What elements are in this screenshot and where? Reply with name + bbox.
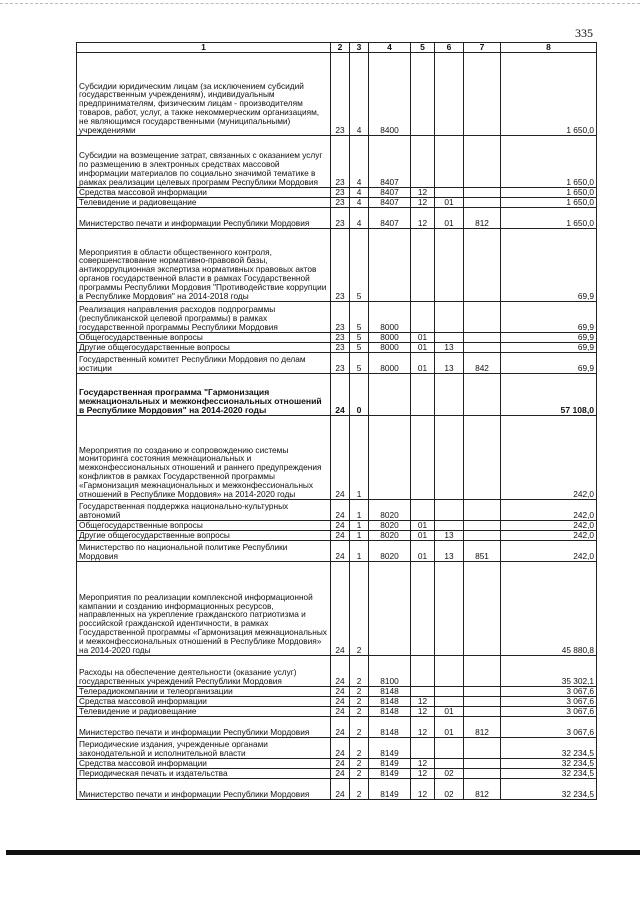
row-value-cell: 812 [464,208,501,229]
row-value-cell: 8020 [369,541,411,562]
row-value-cell: 8148 [369,697,411,707]
header-cell: 8 [501,43,597,53]
row-value-cell [464,707,501,717]
row-value-cell [464,687,501,697]
row-value-cell [411,738,435,759]
row-value-cell: 02 [435,769,464,779]
row-value-cell [411,53,435,136]
row-name-cell: Расходы на обеспечение деятельности (оказание услуг) государственных учреждений Республики Мордовия [77,656,331,687]
row-value-cell [435,374,464,416]
row-value-cell: 13 [435,541,464,562]
row-name-cell: Периодическая печать и издательства [77,769,331,779]
row-value-cell: 24 [331,562,350,656]
row-name-cell: Мероприятия по реализации комплексной информационной кампании и созданию информационных ресурсов, направленных на укрепление гражданского патриотизма и российской гражданской идентичности, в рамках Государственной программы «Гармонизация межнациональных и межконфессиональных отношений в Республике Мордовия» на 2014-2020 годы [77,562,331,656]
table-row [77,416,597,500]
row-value-cell [435,697,464,707]
row-value-cell [464,759,501,769]
row-value-cell: 23 [331,136,350,188]
row-value-cell [464,374,501,416]
row-value-cell: 2 [350,687,369,697]
row-value-cell: 8149 [369,779,411,800]
row-value-cell: 24 [331,500,350,521]
row-value-cell [411,562,435,656]
row-value-cell: 24 [331,697,350,707]
row-value-cell: 57 108,0 [501,374,597,416]
row-value-cell: 24 [331,759,350,769]
row-value-cell [464,136,501,188]
row-value-cell: 01 [411,333,435,343]
row-value-cell: 01 [411,343,435,353]
row-name-cell: Другие общегосударственные вопросы [77,531,331,541]
header-cell: 2 [331,43,350,53]
row-value-cell: 24 [331,531,350,541]
row-value-cell: 12 [411,208,435,229]
row-value-cell [411,302,435,333]
row-value-cell [435,302,464,333]
row-name-cell: Периодические издания, учрежденные органами законодательной и исполнительной власти [77,738,331,759]
row-value-cell: 12 [411,717,435,738]
table-row [77,302,597,333]
row-value-cell: 8149 [369,738,411,759]
row-value-cell: 23 [331,302,350,333]
row-name-cell: Другие общегосударственные вопросы [77,343,331,353]
row-value-cell: 24 [331,541,350,562]
row-value-cell: 8020 [369,500,411,521]
row-value-cell: 5 [350,302,369,333]
row-value-cell: 12 [411,779,435,800]
row-value-cell [435,53,464,136]
row-value-cell: 01 [411,531,435,541]
table-row [77,562,597,656]
row-value-cell [435,416,464,500]
row-value-cell: 812 [464,717,501,738]
row-value-cell: 12 [411,707,435,717]
table-row [77,697,597,707]
row-value-cell: 01 [411,541,435,562]
row-value-cell: 851 [464,541,501,562]
row-value-cell [411,500,435,521]
row-name-cell: Мероприятия по созданию и сопровождению системы мониторинга состояния межнациональных и межконфессиональных отношений и раннего предупреждения конфликтов в рамках Государственной программы «Гармонизация межнациональных и межконфессиональных отношений в Республике Мордовия» на 2014-2020 годы [77,416,331,500]
row-value-cell [464,562,501,656]
table-row [77,687,597,697]
header-cell: 5 [411,43,435,53]
row-value-cell [411,136,435,188]
row-value-cell: 13 [435,353,464,374]
table-body [77,53,597,800]
row-value-cell [464,769,501,779]
scan-bottom-edge [6,850,640,855]
row-value-cell: 8407 [369,198,411,208]
row-value-cell: 69,9 [501,302,597,333]
row-value-cell [435,333,464,343]
row-value-cell: 12 [411,188,435,198]
row-name-cell: Реализация направления расходов подпрограммы (республиканской целевой программы) в рамках государственной программы Республики Мордовия [77,302,331,333]
row-value-cell: 23 [331,188,350,198]
row-value-cell [464,229,501,302]
row-name-cell: Министерство печати и информации Республики Мордовия [77,717,331,738]
row-value-cell: 01 [411,353,435,374]
row-value-cell: 01 [411,521,435,531]
row-value-cell: 24 [331,521,350,531]
table-row [77,738,597,759]
table-row [77,333,597,343]
row-value-cell [435,687,464,697]
row-name-cell: Государственная программа "Гармонизация межнациональных и межконфессиональных отношений в Республике Мордовия" на 2014-2020 годы [77,374,331,416]
row-value-cell [464,53,501,136]
table-row [77,188,597,198]
table-row [77,717,597,738]
row-value-cell: 242,0 [501,416,597,500]
row-value-cell: 2 [350,656,369,687]
row-value-cell [369,229,411,302]
row-value-cell: 12 [411,697,435,707]
row-value-cell: 24 [331,738,350,759]
row-value-cell: 01 [435,707,464,717]
scan-edge-line [0,3,640,5]
row-value-cell: 24 [331,416,350,500]
row-value-cell: 4 [350,188,369,198]
row-value-cell: 5 [350,333,369,343]
row-value-cell [464,343,501,353]
row-value-cell [369,562,411,656]
row-value-cell: 3 067,6 [501,697,597,707]
row-value-cell: 1 [350,416,369,500]
row-name-cell: Общегосударственные вопросы [77,333,331,343]
row-value-cell: 8407 [369,188,411,198]
row-value-cell [411,374,435,416]
row-value-cell: 0 [350,374,369,416]
row-value-cell: 01 [435,208,464,229]
row-value-cell [464,521,501,531]
row-name-cell: Средства массовой информации [77,697,331,707]
row-value-cell: 8407 [369,208,411,229]
header-cell: 7 [464,43,501,53]
row-value-cell: 23 [331,333,350,343]
table-row [77,759,597,769]
row-value-cell: 4 [350,198,369,208]
table-row [77,136,597,188]
table-header-row [77,43,597,53]
row-value-cell: 23 [331,53,350,136]
row-value-cell [435,188,464,198]
row-value-cell: 4 [350,136,369,188]
row-value-cell [435,562,464,656]
table-row [77,374,597,416]
row-value-cell: 242,0 [501,500,597,521]
table-row [77,198,597,208]
row-value-cell [369,374,411,416]
row-value-cell: 2 [350,738,369,759]
row-name-cell: Общегосударственные вопросы [77,521,331,531]
row-value-cell: 13 [435,343,464,353]
row-value-cell: 23 [331,198,350,208]
row-value-cell: 1 [350,541,369,562]
row-value-cell [435,136,464,188]
row-value-cell [464,500,501,521]
row-name-cell: Средства массовой информации [77,188,331,198]
row-value-cell: 1 [350,521,369,531]
row-value-cell: 69,9 [501,333,597,343]
row-value-cell: 8148 [369,717,411,738]
table-row [77,656,597,687]
row-value-cell: 2 [350,759,369,769]
row-value-cell: 3 067,6 [501,717,597,738]
row-value-cell: 12 [411,759,435,769]
row-value-cell: 24 [331,769,350,779]
row-value-cell [369,416,411,500]
row-value-cell [435,656,464,687]
row-value-cell [464,416,501,500]
row-name-cell: Мероприятия в области общественного контроля, совершенствование нормативно-правовой базы, антикоррупционная экспертиза нормативных правовых актов органов государственной власти в рамках Государственной программы Республики Мордовия "Противодействие коррупции в Республике Мордовия" на 2014-2018 годы [77,229,331,302]
row-value-cell [411,416,435,500]
row-name-cell: Министерство печати и информации Республики Мордовия [77,779,331,800]
table-row [77,779,597,800]
table-row [77,343,597,353]
row-value-cell: 13 [435,531,464,541]
row-value-cell: 35 302,1 [501,656,597,687]
row-value-cell: 242,0 [501,521,597,531]
row-value-cell: 8407 [369,136,411,188]
row-value-cell [435,759,464,769]
row-value-cell: 242,0 [501,541,597,562]
header-cell: 6 [435,43,464,53]
row-name-cell: Телевидение и радиовещание [77,707,331,717]
row-value-cell: 2 [350,769,369,779]
table-row [77,521,597,531]
page-number: 335 [575,26,593,40]
row-value-cell [464,738,501,759]
header-cell: 4 [369,43,411,53]
row-value-cell: 32 234,5 [501,769,597,779]
row-value-cell: 45 880,8 [501,562,597,656]
budget-table [76,42,597,800]
row-value-cell: 01 [435,717,464,738]
row-value-cell: 1 650,0 [501,208,597,229]
row-value-cell [464,333,501,343]
row-value-cell: 8000 [369,353,411,374]
row-name-cell: Субсидии на возмещение затрат, связанных с оказанием услуг по размещению в электронных средствах массовой информации материалов по социально значимой тематике в рамках реализации целевых программ Республики Мордовия [77,136,331,188]
row-value-cell: 8148 [369,687,411,697]
row-value-cell: 2 [350,562,369,656]
row-value-cell: 3 067,6 [501,687,597,697]
row-name-cell: Средства массовой информации [77,759,331,769]
row-value-cell [435,500,464,521]
row-value-cell: 69,9 [501,229,597,302]
row-value-cell [464,656,501,687]
row-value-cell: 24 [331,687,350,697]
row-value-cell: 1 [350,531,369,541]
row-value-cell: 842 [464,353,501,374]
row-value-cell: 4 [350,208,369,229]
row-value-cell: 1 650,0 [501,198,597,208]
row-value-cell: 5 [350,353,369,374]
row-value-cell: 8000 [369,333,411,343]
row-value-cell: 4 [350,53,369,136]
row-value-cell: 24 [331,374,350,416]
row-value-cell: 69,9 [501,353,597,374]
row-value-cell: 8020 [369,521,411,531]
row-value-cell: 5 [350,229,369,302]
row-value-cell: 69,9 [501,343,597,353]
row-value-cell: 8000 [369,302,411,333]
row-value-cell: 8000 [369,343,411,353]
row-value-cell [464,697,501,707]
row-value-cell [464,198,501,208]
row-name-cell: Телевидение и радиовещание [77,198,331,208]
row-value-cell: 8400 [369,53,411,136]
table-row [77,353,597,374]
row-value-cell [435,521,464,531]
row-value-cell: 32 234,5 [501,779,597,800]
row-value-cell: 3 067,6 [501,707,597,717]
table-row [77,769,597,779]
row-value-cell: 32 234,5 [501,738,597,759]
row-value-cell: 1 650,0 [501,136,597,188]
row-value-cell: 8149 [369,759,411,769]
row-value-cell [464,531,501,541]
row-value-cell: 12 [411,198,435,208]
row-value-cell: 8020 [369,531,411,541]
row-name-cell: Министерство по национальной политике Республики Мордовия [77,541,331,562]
row-value-cell: 23 [331,208,350,229]
row-value-cell: 2 [350,697,369,707]
row-value-cell [435,229,464,302]
row-value-cell: 8149 [369,769,411,779]
row-value-cell: 8148 [369,707,411,717]
row-name-cell: Министерство печати и информации Республики Мордовия [77,208,331,229]
row-value-cell: 24 [331,717,350,738]
row-value-cell: 1 [350,500,369,521]
row-value-cell [411,687,435,697]
header-cell: 1 [77,43,331,53]
row-value-cell: 2 [350,779,369,800]
row-value-cell: 24 [331,779,350,800]
row-name-cell: Государственная поддержка национально-культурных автономий [77,500,331,521]
row-value-cell: 24 [331,707,350,717]
table-row [77,208,597,229]
row-name-cell: Телерадиокомпании и телеорганизации [77,687,331,697]
row-value-cell: 23 [331,343,350,353]
row-value-cell: 242,0 [501,531,597,541]
row-name-cell: Государственный комитет Республики Мордовия по делам юстиции [77,353,331,374]
row-value-cell [411,229,435,302]
row-value-cell: 12 [411,769,435,779]
row-value-cell: 2 [350,717,369,738]
row-value-cell: 32 234,5 [501,759,597,769]
row-value-cell: 1 650,0 [501,53,597,136]
table-row [77,500,597,521]
table-row [77,531,597,541]
row-value-cell: 24 [331,656,350,687]
table-row [77,541,597,562]
table-row [77,53,597,136]
row-value-cell: 02 [435,779,464,800]
row-value-cell: 23 [331,229,350,302]
row-value-cell [464,188,501,198]
row-value-cell [464,302,501,333]
row-name-cell: Субсидии юридическим лицам (за исключением субсидий государственным учреждениям), индивидуальным предпринимателям, физическим лицам - производителям товаров, работ, услуг, а также некоммерческим организациям, не являющимся государственными (муниципальными) учреждениями [77,53,331,136]
table-row [77,229,597,302]
table-row [77,707,597,717]
row-value-cell: 2 [350,707,369,717]
row-value-cell: 23 [331,353,350,374]
row-value-cell [411,656,435,687]
row-value-cell: 8100 [369,656,411,687]
row-value-cell: 812 [464,779,501,800]
row-value-cell: 1 650,0 [501,188,597,198]
header-cell: 3 [350,43,369,53]
row-value-cell [435,738,464,759]
row-value-cell: 01 [435,198,464,208]
row-value-cell: 5 [350,343,369,353]
